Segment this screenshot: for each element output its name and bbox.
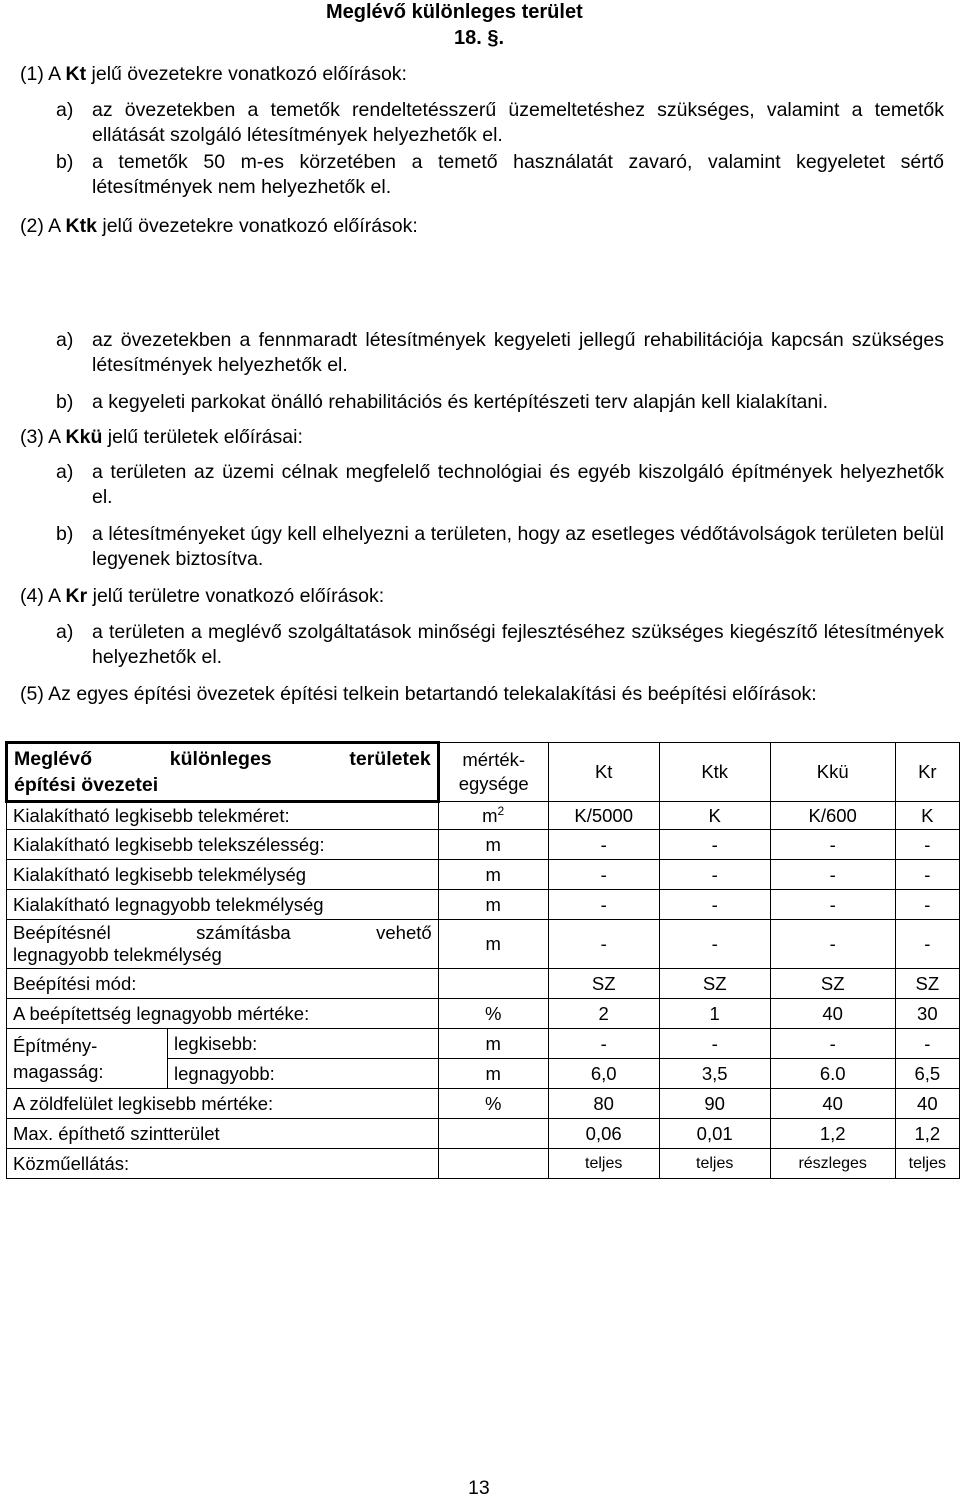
- cell-kku: 1,2: [770, 1119, 895, 1149]
- cell-kr: SZ: [895, 969, 959, 999]
- cell-ktk: -: [659, 830, 770, 860]
- row-unit: [438, 969, 548, 999]
- cell-ktk: -: [659, 1029, 770, 1059]
- cell-kku: -: [770, 1029, 895, 1059]
- cell-ktk: K: [659, 802, 770, 830]
- cell-kt: 2: [548, 999, 659, 1029]
- cell-kku: részleges: [770, 1149, 895, 1179]
- row-unit: m: [438, 830, 548, 860]
- row-unit: m: [438, 1059, 548, 1089]
- row-unit: m: [438, 890, 548, 920]
- row-label: Kialakítható legkisebb telekszélesség:: [7, 830, 439, 860]
- table-header-row: [7, 743, 960, 802]
- requirements-table: [5, 741, 960, 1179]
- list-item: a) az övezetekben a temetők rendeltetésszerű üzemeltetéshez szükséges, valamint a temetők ellátását szolgáló létesítmények helyezhetők el.: [56, 99, 944, 146]
- list-item: b) a temetők 50 m-es körzetében a temető használatát zavaró, valamint kegyeletet sértő létesítmények nem helyezhetők el.: [56, 151, 944, 198]
- cell-kt: -: [548, 890, 659, 920]
- row-unit: [438, 1119, 548, 1149]
- cell-kku: K/600: [770, 802, 895, 830]
- table-title-cell: Meglévő különleges területek építési övezetei: [7, 743, 439, 802]
- row-unit: $m^2$: [438, 802, 548, 830]
- cell-ktk: 3,5: [659, 1059, 770, 1089]
- cell-kku: -: [770, 920, 895, 969]
- row-unit: m: [438, 860, 548, 890]
- table-row: [7, 969, 960, 999]
- cell-ktk: 1: [659, 999, 770, 1029]
- cell-kt: -: [548, 920, 659, 969]
- cell-ktk: teljes: [659, 1149, 770, 1179]
- row-label: Kialakítható legkisebb telekméret:: [7, 802, 439, 830]
- cell-kt: -: [548, 1029, 659, 1059]
- cell-kku: -: [770, 890, 895, 920]
- unit-header-cell: mérték- egysége: [438, 743, 548, 802]
- building-height-group-label: Építmény- magasság:: [7, 1029, 168, 1089]
- list-item: b) a kegyeleti parkokat önálló rehabilitációs és kertépítészeti terv alapján kell kialakítani.: [56, 391, 828, 413]
- cell-kr: teljes: [895, 1149, 959, 1179]
- row-unit: [438, 1149, 548, 1179]
- row-unit: %: [438, 1089, 548, 1119]
- cell-kr: 40: [895, 1089, 959, 1119]
- col-header-kku: Kkü: [770, 743, 895, 802]
- list-item: b) a létesítményeket úgy kell elhelyezni a területen, hogy az esetleges védőtávolságok területen belül legyenek biztosítva.: [56, 523, 944, 570]
- paragraph-4-intro: (4) A Kr jelű területre vonatkozó előírások:: [20, 585, 385, 607]
- cell-kt: SZ: [548, 969, 659, 999]
- table-row: [7, 802, 960, 830]
- row-label: A zöldfelület legkisebb mértéke:: [7, 1089, 439, 1119]
- cell-kr: -: [895, 860, 959, 890]
- cell-kt: -: [548, 860, 659, 890]
- paragraph-3-intro: (3) A Kkü jelű területek előírásai:: [20, 426, 303, 448]
- cell-ktk: -: [659, 890, 770, 920]
- page-number: 13: [468, 1477, 490, 1499]
- section-title: Meglévő különleges terület: [326, 1, 583, 23]
- cell-kku: 40: [770, 1089, 895, 1119]
- row-label: Max. építhető szintterület: [7, 1119, 439, 1149]
- row-unit: m: [438, 920, 548, 969]
- cell-kr: -: [895, 1029, 959, 1059]
- paragraph-2-intro: (2) A Ktk jelű övezetekre vonatkozó előírások:: [20, 215, 418, 237]
- cell-kt: 6,0: [548, 1059, 659, 1089]
- col-header-ktk: Ktk: [659, 743, 770, 802]
- cell-kku: -: [770, 830, 895, 860]
- cell-kt: -: [548, 830, 659, 860]
- cell-kr: 1,2: [895, 1119, 959, 1149]
- row-label: Közműellátás:: [7, 1149, 439, 1179]
- cell-ktk: -: [659, 920, 770, 969]
- cell-kr: K: [895, 802, 959, 830]
- row-label: legkisebb:: [168, 1029, 439, 1059]
- table-row: [7, 860, 960, 890]
- section-number: 18. §.: [454, 27, 505, 49]
- list-item: a) az övezetekben a fennmaradt létesítmények kegyeleti jellegű rehabilitációja kapcsán szükséges létesítmények helyezhetők el.: [56, 329, 944, 376]
- table-row: [7, 1119, 960, 1149]
- cell-kku: 6.0: [770, 1059, 895, 1089]
- row-unit: m: [438, 1029, 548, 1059]
- row-label: Beépítési mód:: [7, 969, 439, 999]
- cell-ktk: -: [659, 860, 770, 890]
- paragraph-1-intro: (1) A Kt jelű övezetekre vonatkozó előírások:: [20, 63, 407, 85]
- cell-kr: -: [895, 920, 959, 969]
- table-row: [7, 830, 960, 860]
- cell-ktk: 90: [659, 1089, 770, 1119]
- row-label: A beépítettség legnagyobb mértéke:: [7, 999, 439, 1029]
- row-label: Kialakítható legkisebb telekmélység: [7, 860, 439, 890]
- row-label: Kialakítható legnagyobb telekmélység: [7, 890, 439, 920]
- row-label: legnagyobb:: [168, 1059, 439, 1089]
- paragraph-5: (5) Az egyes építési övezetek építési telkein betartandó telekalakítási és beépítési előírások:: [20, 683, 817, 705]
- col-header-kt: Kt: [548, 743, 659, 802]
- table-row: [7, 890, 960, 920]
- table-row: [7, 1029, 960, 1059]
- cell-kr: 30: [895, 999, 959, 1029]
- row-unit: %: [438, 999, 548, 1029]
- table-row: [7, 999, 960, 1029]
- cell-kr: 6,5: [895, 1059, 959, 1089]
- col-header-kr: Kr: [895, 743, 959, 802]
- cell-kt: 80: [548, 1089, 659, 1119]
- cell-kku: SZ: [770, 969, 895, 999]
- cell-kku: 40: [770, 999, 895, 1029]
- cell-kt: 0,06: [548, 1119, 659, 1149]
- list-item: a) a területen az üzemi célnak megfelelő technológiai és egyéb kiszolgáló építmények helyezhetők el.: [56, 461, 944, 508]
- cell-kr: -: [895, 830, 959, 860]
- cell-kt: teljes: [548, 1149, 659, 1179]
- cell-ktk: 0,01: [659, 1119, 770, 1149]
- table-row: [7, 1089, 960, 1119]
- list-item: a) a területen a meglévő szolgáltatások minőségi fejlesztéséhez szükséges kiegészítő létesítmények helyezhetők el.: [56, 621, 944, 668]
- cell-kku: -: [770, 860, 895, 890]
- cell-kt: K/5000: [548, 802, 659, 830]
- cell-kr: -: [895, 890, 959, 920]
- table-row: [7, 920, 960, 969]
- cell-ktk: SZ: [659, 969, 770, 999]
- table-row: [7, 1149, 960, 1179]
- row-label: Beépítésnél számításba vehető legnagyobb telekmélység: [7, 920, 439, 969]
